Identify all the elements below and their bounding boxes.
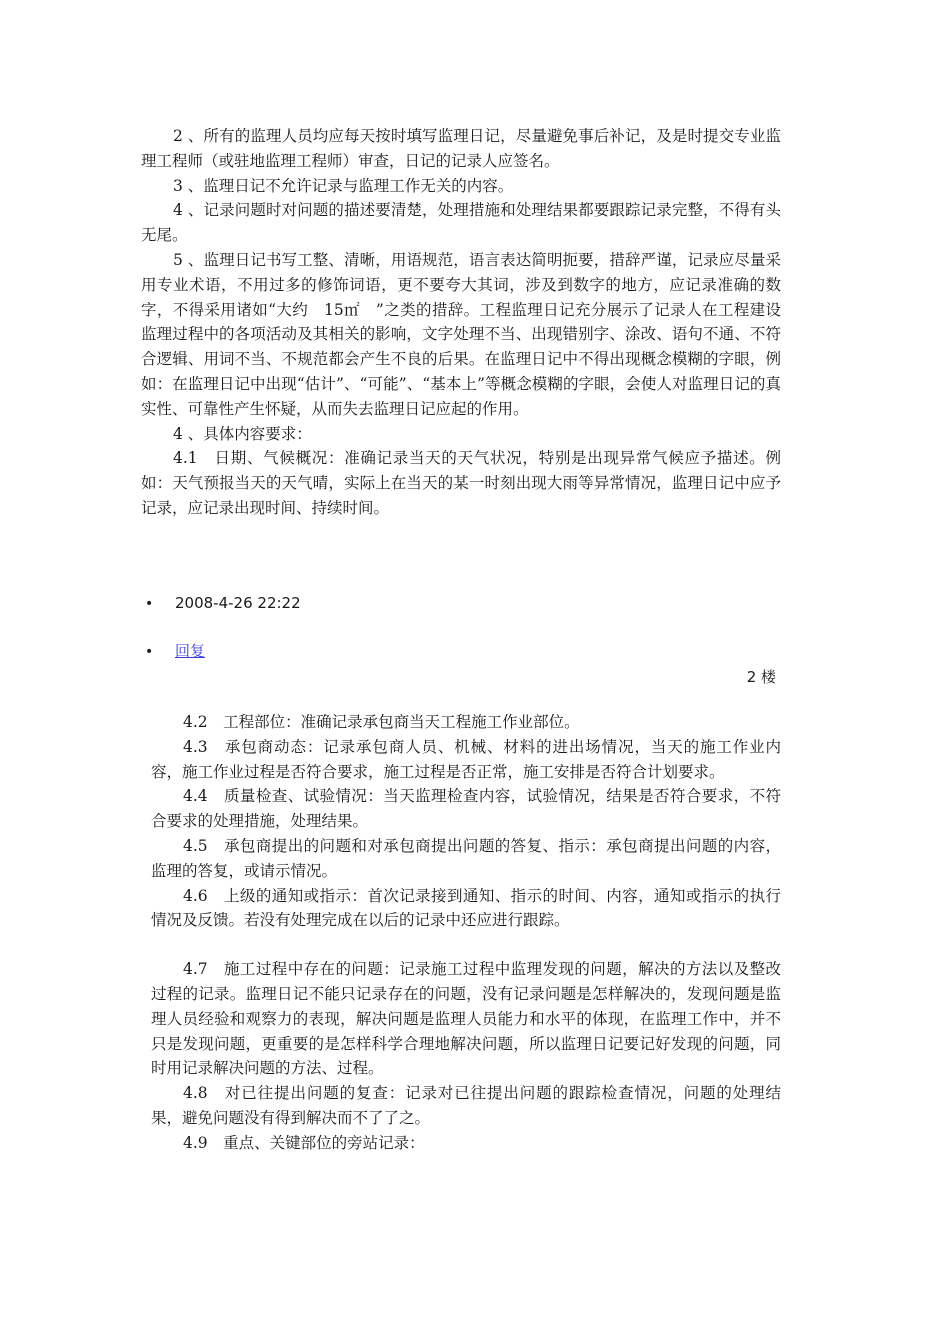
paragraph: 4.2 工程部位：准确记录承包商当天工程施工作业部位。 xyxy=(183,713,580,731)
paragraph: 3 、监理日记不允许记录与监理工作无关的内容。 xyxy=(173,176,514,195)
paragraph: 4 、具体内容要求： xyxy=(173,424,312,443)
paragraph: 4.8 对已往提出问题的复查：记录对已往提出问题的跟踪检查情况，问题的处理结果，避免问题没有得到解决而不了了之。 xyxy=(151,1084,781,1127)
paragraph: 4.5 承包商提出的问题和对承包商提出问题的答复、指示：承包商提出问题的内容，监理的答复，或请示情况。 xyxy=(151,836,781,880)
paragraph: 4.6 上级的通知或指示：首次记录接到通知、指示的时间、内容，通知或指示的执行情况及反馈。若没有处理完成在以后的记录中还应进行跟踪。 xyxy=(151,886,781,930)
paragraph: 4.4 质量检查、试验情况：当天监理检查内容，试验情况，结果是否符合要求，不符合要求的处理措施，处理结果。 xyxy=(151,787,781,831)
post-date-item xyxy=(145,592,301,615)
paragraph: 5 、监理日记书写工整、清晰，用语规范，语言表达简明扼要，措辞严谨，记录应尽量采用专业术语，不用过多的修饰词语，更不要夸大其词，涉及到数字的地方，应记录准确的数字，不得采用诸如“大约 15㎡ ”之类的措辞。工程监理日记充分展示了记录人在工程建设监理过程中的各项活动及其相关的影响，文字处理不当、出现错别字、涂改、语句不通、不符合逻辑、用词不当、不规范都会产生不良的后果。在监理日记中不得出现概念模糊的字眼，例如：在监理日记中出现“估计”、“可能”、“基本上”等概念模糊的字眼，会使人对监理日记的真实性、可靠性产生怀疑，从而失去监理日记应起的作用。 xyxy=(141,250,781,418)
post-date: 2008-4-26 22:22 xyxy=(175,594,301,612)
paragraph: 4.3 承包商动态：记录承包商人员、机械、材料的进出场情况，当天的施工作业内容，施工作业过程是否符合要求，施工过程是否正常，施工安排是否符合计划要求。 xyxy=(151,737,781,781)
bullet-icon: • xyxy=(145,644,154,660)
bullet-icon: • xyxy=(145,596,154,612)
paragraph: 4.7 施工过程中存在的问题：记录施工过程中监理发现的问题，解决的方法以及整改过程的记录。监理日记不能只记录存在的问题，没有记录问题是怎样解决的，发现问题是监理人员经验和观察力的表现，解决问题是监理人员能力和水平的体现，在监理工作中，并不只是发现问题，更重要的是怎样科学合理地解决问题，所以监理日记要记好发现的问题，同时用记录解决问题的方法、过程。 xyxy=(151,960,781,1078)
content-section-bottom xyxy=(151,710,781,1156)
floor-number: 2 楼 xyxy=(746,668,776,686)
paragraph: 2 、所有的监理人员均应每天按时填写监理日记，尽量避免事后补记，及是时提交专业监理工程师（或驻地监理工程师）审查，日记的记录人应签名。 xyxy=(141,127,781,170)
content-section-top xyxy=(141,124,781,521)
paragraph: 4 、记录问题时对问题的描述要清楚，处理措施和处理结果都要跟踪记录完整，不得有头无尾。 xyxy=(141,201,781,245)
paragraph: 4.1 日期、气候概况：准确记录当天的天气状况，特别是出现异常气候应予描述。例如：天气预报当天的天气晴，实际上在当天的某一时刻出现大雨等异常情况，监理日记中应予记录，应记录出现时间、持续时间。 xyxy=(141,449,781,517)
paragraph: 4.9 重点、关键部位的旁站记录： xyxy=(183,1133,425,1152)
reply-item xyxy=(145,640,205,663)
reply-link[interactable]: 回复 xyxy=(175,642,206,660)
